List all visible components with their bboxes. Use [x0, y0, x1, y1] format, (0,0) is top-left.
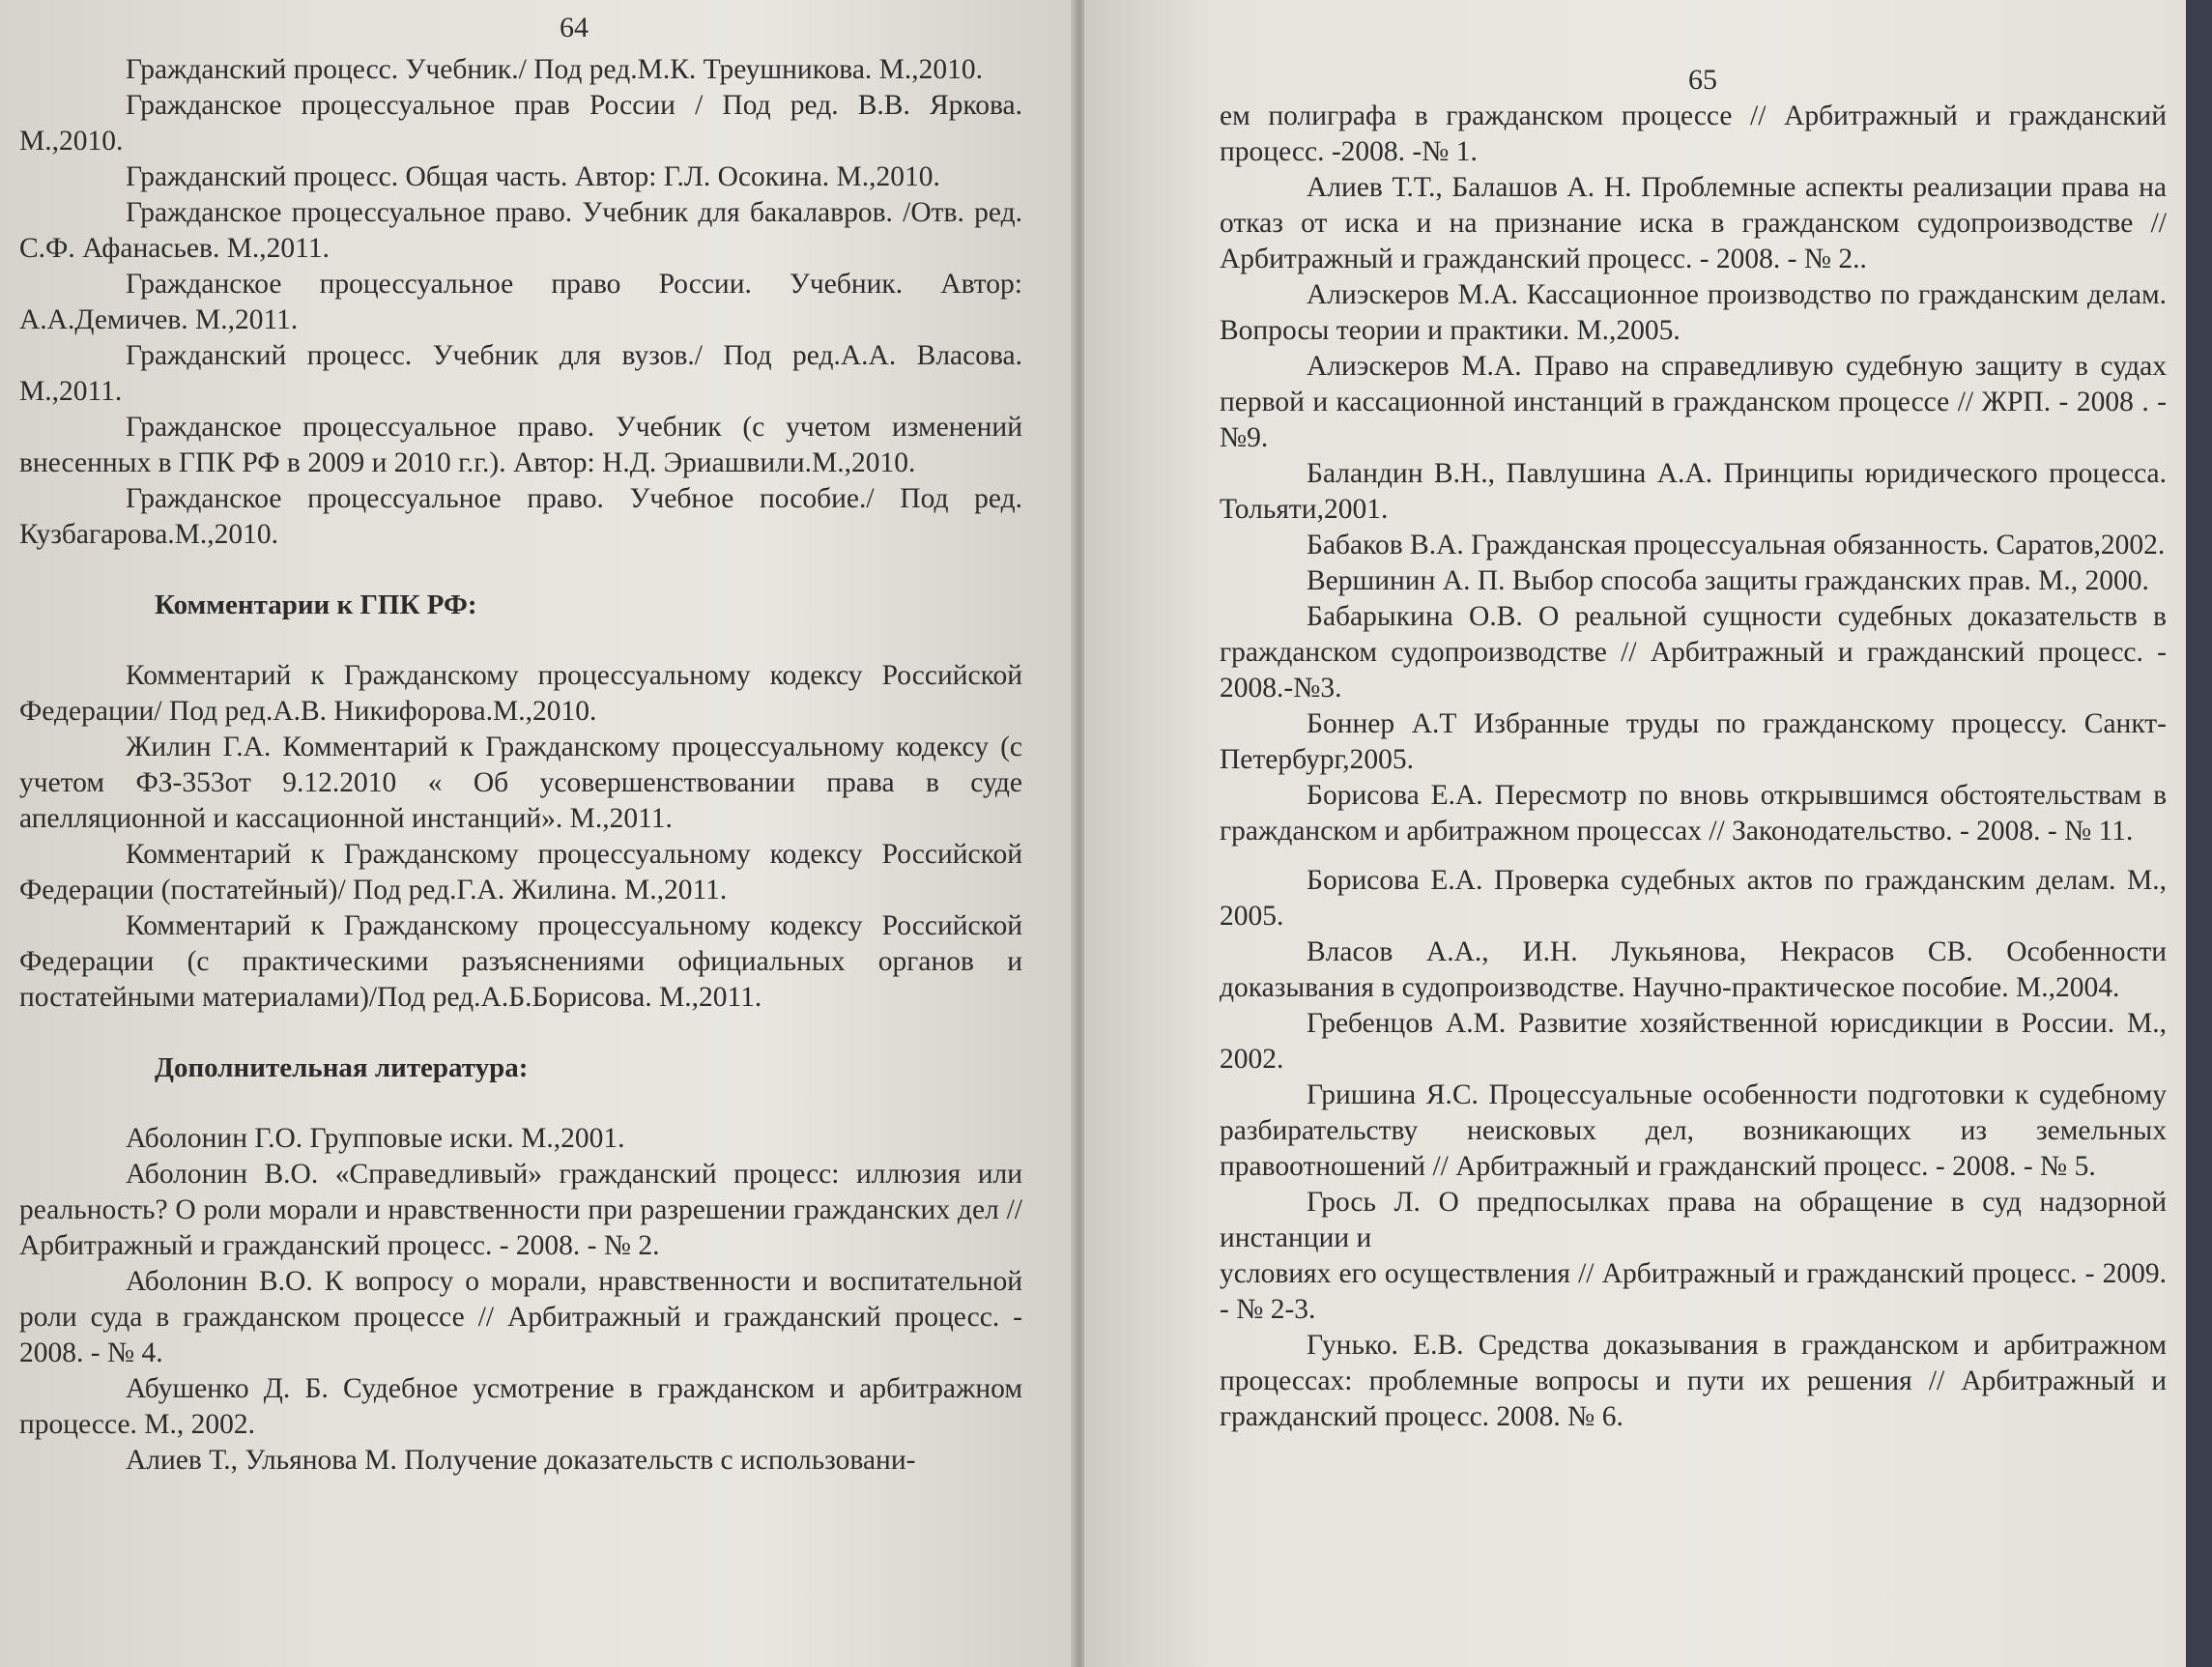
- additional-entry: Аболонин В.О. «Справедливый» гражданский процесс: иллюзия или реальность? О роли морали и нравственности при разрешении гражданских дел // Арбитражный и гражданский процесс. - 2008. - № 2.: [19, 1159, 1022, 1261]
- commentary-entry: Жилин Г.А. Комментарий к Гражданскому процессуальному кодексу (с учетом ФЗ-353от 9.12.2010 « Об усовершенствовании права в суде апелляционной и кассационной инстанций». М.,2011.: [19, 732, 1022, 834]
- additional-entry: Аболонин В.О. К вопросу о морали, нравственности и воспитательной роли суда в гражданском процессе // Арбитражный и гражданский процесс. - 2008. - № 4.: [19, 1266, 1022, 1368]
- textbook-entry: Гражданское процессуальное право. Учебник для бакалавров. /Отв. ред. С.Ф. Афанасьев. М.,2011.: [19, 197, 1022, 264]
- literature-entry: Бабарыкина О.В. О реальной сущности судебных доказательств в гражданском судопроизводстве // Арбитражный и гражданский процесс. - 2008.-№3.: [1220, 601, 2167, 704]
- additional-entry: Абушенко Д. Б. Судебное усмотрение в гражданском и арбитражном процессе. М., 2002.: [19, 1373, 1022, 1440]
- commentary-entry: Комментарий к Гражданскому процессуальному кодексу Российской Федерации (постатейный)/ Под ред.Г.А. Жилина. М.,2011.: [19, 839, 1022, 905]
- literature-entry: Гребенцов А.М. Развитие хозяйственной юрисдикции в России. М., 2002.: [1220, 1008, 2167, 1075]
- literature-entry: Алиэскеров М.А. Кассационное производство по гражданским делам. Вопросы теории и практики. М.,2005.: [1220, 279, 2167, 346]
- literature-entry: Гунько. Е.В. Средства доказывания в гражданском и арбитражном процессах: проблемные вопросы и пути их решения // Арбитражный и гражданский процесс. 2008. № 6.: [1220, 1330, 2167, 1432]
- left-page: [0, 0, 1080, 1667]
- additional-literature-heading: Дополнительная литература:: [155, 1052, 529, 1083]
- continuation-entry: ем полиграфа в гражданском процессе // Арбитражный и гражданский процесс. -2008. -№ 1.: [1220, 101, 2167, 167]
- page-number-right: 65: [1688, 64, 1717, 96]
- literature-entry: Бабаков В.А. Гражданская процессуальная обязанность. Саратов,2002.: [1307, 530, 2166, 560]
- additional-entry: Алиев Т., Ульянова М. Получение доказательств с использовани-: [126, 1445, 916, 1476]
- commentary-entry: Комментарий к Гражданскому процессуальному кодексу Российской Федерации/ Под ред.А.В. Никифорова.М.,2010.: [19, 660, 1022, 727]
- literature-entry: Борисова Е.А. Проверка судебных актов по гражданским делам. М., 2005.: [1220, 865, 2167, 932]
- textbook-entry: Гражданский процесс. Учебник для вузов./ Под ред.А.А. Власова. М.,2011.: [19, 340, 1022, 407]
- literature-entry: Гришина Я.С. Процессуальные особенности подготовки к судебному разбирательству неисковых дел, возникающих из земельных правоотношений // Арбитражный и гражданский процесс. - 2008. - № 5.: [1220, 1079, 2167, 1182]
- page-number-left: 64: [560, 12, 589, 43]
- literature-entry: Баландин В.Н., Павлушина А.А. Принципы юридического процесса. Тольяти,2001.: [1220, 458, 2167, 525]
- literature-entry: Алиэскеров М.А. Право на справедливую судебную защиту в судах первой и кассационной инстанций в гражданском процессе // ЖРП. - 2008 . - №9.: [1220, 351, 2167, 453]
- right-page: [1084, 0, 2186, 1667]
- background-edge: [2186, 0, 2212, 1667]
- commentaries-heading: Комментарии к ГПК РФ:: [155, 589, 477, 620]
- textbook-entry: Гражданское процессуальное прав России / Под ред. В.В. Яркова. М.,2010.: [19, 90, 1022, 157]
- textbook-entry: Гражданский процесс. Общая часть. Автор: Г.Л. Осокина. М.,2010.: [126, 161, 940, 192]
- literature-entry: Вершинин А. П. Выбор способа защиты гражданских прав. М., 2000.: [1307, 565, 2149, 596]
- textbook-entry: Гражданское процессуальное право. Учебник (с учетом изменений внесенных в ГПК РФ в 2009 и 2010 г.г.). Автор: Н.Д. Эриашвили.М.,2010.: [19, 412, 1022, 478]
- textbook-entry: Гражданское процессуальное право. Учебное пособие./ Под ред. Кузбагарова.М.,2010.: [19, 483, 1022, 550]
- literature-entry: Боннер А.Т Избранные труды по гражданскому процессу. Санкт-Петербург,2005.: [1220, 708, 2167, 775]
- commentary-entry: Комментарий к Гражданскому процессуальному кодексу Российской Федерации (с практическими разъяснениями официальных органов и постатейными материалами)/Под ред.А.Б.Борисова. М.,2011.: [19, 910, 1022, 1013]
- literature-entry: условиях его осуществления // Арбитражный и гражданский процесс. - 2009. - № 2-3.: [1220, 1258, 2167, 1325]
- additional-entry: Аболонин Г.О. Групповые иски. М.,2001.: [126, 1123, 625, 1154]
- spacer: [1220, 849, 2167, 863]
- literature-entry: Алиев Т.Т., Балашов А. Н. Проблемные аспекты реализации права на отказ от иска и на признание иска в гражданском судопроизводстве // Арбитражный и гражданский процесс. - 2008. - № 2..: [1220, 172, 2167, 274]
- literature-entry: Грось Л. О предпосылках права на обращение в суд надзорной инстанции и: [1220, 1187, 2167, 1253]
- literature-entry: Власов А.А., И.Н. Лукьянова, Некрасов СВ. Особенности доказывания в судопроизводстве. Научно-практическое пособие. М.,2004.: [1220, 936, 2167, 1003]
- literature-entry: Борисова Е.А. Пересмотр по вновь открывшимся обстоятельствам в гражданском и арбитражном процессах // Законодательство. - 2008. - № 11.: [1220, 780, 2167, 847]
- textbook-entry: Гражданское процессуальное право России. Учебник. Автор: А.А.Демичев. М.,2011.: [19, 269, 1022, 335]
- textbook-entry: Гражданский процесс. Учебник./ Под ред.М.К. Треушникова. М.,2010.: [126, 54, 984, 85]
